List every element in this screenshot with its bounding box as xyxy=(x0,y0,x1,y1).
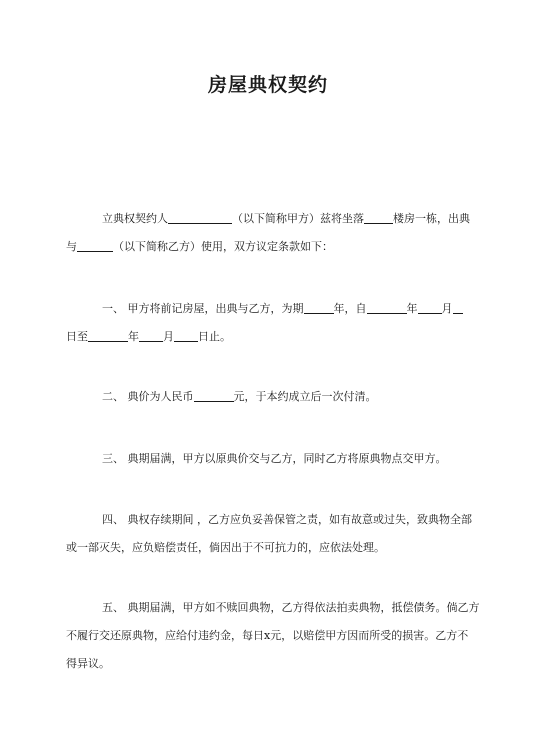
intro-text: （以下简称甲方）兹将坐落 xyxy=(232,212,364,225)
clause-2 xyxy=(66,383,470,411)
clause-text: 五、 典期届满，甲方如不赎回典物，乙方得依法拍卖典物，抵偿债务。倘乙方 xyxy=(102,601,480,614)
clause-4-line-2 xyxy=(66,534,470,562)
term-years-blank xyxy=(304,300,334,314)
clause-text: 元，于本约成立后一次付清。 xyxy=(233,390,377,403)
party-a-blank xyxy=(168,210,232,224)
clause-text: 二、 典价为人民币 xyxy=(102,390,194,403)
clause-text: 日止。 xyxy=(198,330,231,343)
start-day-blank xyxy=(453,300,463,314)
clause-1-line-1 xyxy=(66,295,470,323)
clause-text: 或一部灭失，应负赔偿责任，倘因出于不可抗力的，应依法处理。 xyxy=(66,541,385,554)
clause-4-line-1 xyxy=(66,506,470,534)
clause-text: 月 xyxy=(163,330,174,343)
clause-1 xyxy=(66,295,470,351)
clause-text: 不履行交还原典物，应给付违约金，每日x元，以赔偿甲方因而所受的损害。乙方不 xyxy=(66,629,469,642)
end-month-blank xyxy=(139,328,163,342)
clause-5-line-2 xyxy=(66,622,470,650)
clause-3-line-1 xyxy=(66,445,470,473)
intro-text: （以下简称乙方）使用，双方议定条款如下： xyxy=(113,240,333,253)
end-day-blank xyxy=(174,328,198,342)
clause-text: 三、 典期届满，甲方以原典价交与乙方，同时乙方将原典物点交甲方。 xyxy=(102,452,447,465)
clause-3 xyxy=(66,445,470,473)
clause-2-line-1 xyxy=(66,383,470,411)
start-year-blank xyxy=(367,300,407,314)
clause-text: 年 xyxy=(128,330,139,343)
intro-line-1 xyxy=(66,205,470,233)
clause-4 xyxy=(66,506,470,562)
start-month-blank xyxy=(418,300,442,314)
location-blank xyxy=(364,210,393,224)
clause-5 xyxy=(66,594,480,678)
party-b-blank xyxy=(77,238,113,252)
clause-text: 四、 典权存续期间 ，乙方应负妥善保管之责，如有故意或过失，致典物全部 xyxy=(102,513,472,526)
clause-text: 年，自 xyxy=(333,302,367,315)
price-blank xyxy=(194,388,234,402)
end-year-blank xyxy=(88,328,128,342)
clause-text: 年 xyxy=(406,302,418,315)
clause-5-line-1 xyxy=(66,594,480,622)
clause-text: 一、 甲方将前记房屋，出典与乙方，为期 xyxy=(102,302,304,315)
clause-text: 得异议。 xyxy=(66,657,110,670)
intro-paragraph xyxy=(66,205,470,261)
intro-text: 楼房一栋，出典 xyxy=(393,212,470,225)
clause-5-line-3 xyxy=(66,650,470,678)
intro-line-2 xyxy=(66,233,470,261)
clause-text: 日至 xyxy=(66,330,88,343)
clause-1-line-2 xyxy=(66,323,470,351)
document-title: 房屋典权契约 xyxy=(207,74,328,96)
clause-text: 月 xyxy=(441,302,453,315)
intro-text: 立典权契约人 xyxy=(102,212,168,225)
intro-text: 与 xyxy=(66,240,77,253)
